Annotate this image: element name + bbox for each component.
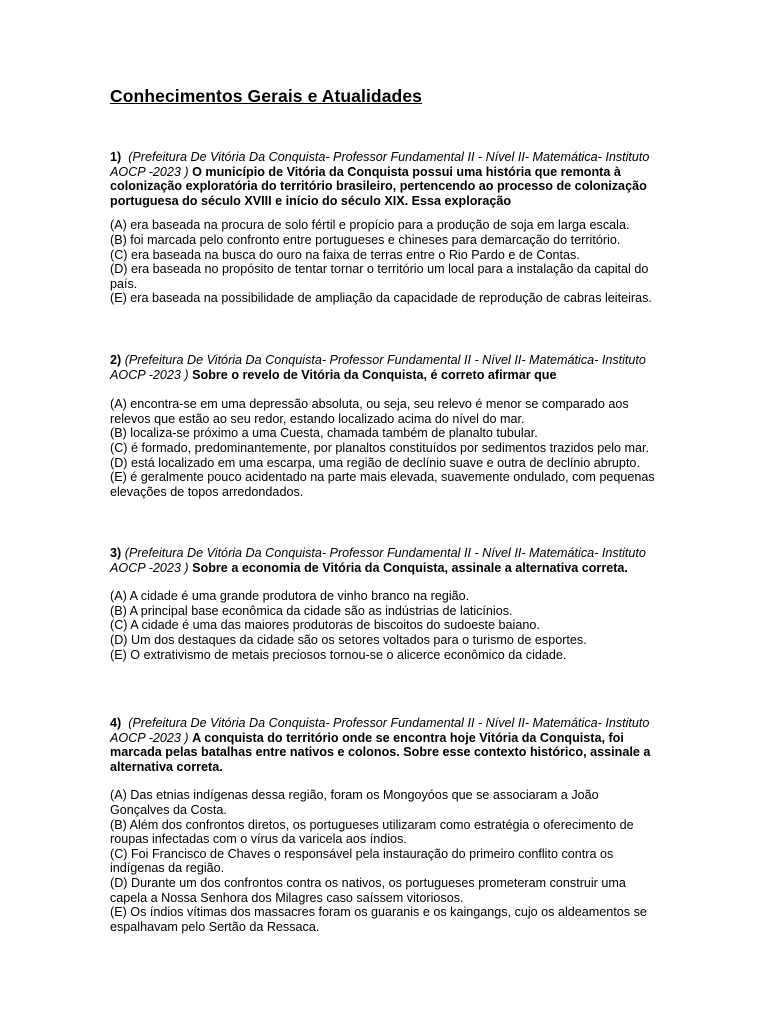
question-block [110,716,655,934]
question-number: 1) [110,150,122,164]
option-c: (C) era baseada na busca do ouro na faixa de terras entre o Rio Pardo e de Contas. [110,247,580,262]
option-a: (A) encontra-se em uma depressão absoluta, ou seja, seu relevo é menor se comparado aos relevos que estão ao seu redor, estando localizado acima do nível do mar. [110,397,629,426]
option-c: (C) é formado, predominantemente, por planaltos constituídos por sedimentos trazidos pelo mar. [110,440,650,455]
option-e: (E) O extrativismo de metais preciosos tornou-se o alicerce econômico da cidade. [110,647,567,662]
options-list [110,788,655,934]
option-d: (D) era baseada no propósito de tentar tornar o território um local para a instalação da capital do país. [110,262,649,291]
option-e: (E) Os índios vítimas dos massacres foram os guaranis e os kaingangs, cujo os aldeamentos se espalhavam pelo Sertão da Ressaca. [110,905,647,934]
option-c: (C) A cidade é uma das maiores produtoras de biscoitos do sudoeste baiano. [110,618,540,633]
question-text: Sobre o revelo de Vitória da Conquista, é correto afirmar que [192,367,557,382]
option-d: (D) Um dos destaques da cidade são os setores voltados para o turismo de esportes. [110,632,587,647]
question-number: 2) [110,353,122,367]
question-block [110,546,655,662]
option-b: (B) Além dos confrontos diretos, os portugueses utilizaram como estratégia o oferecimento de roupas infectadas com o vírus da varicela aos índios. [110,817,634,847]
question-stem [110,546,655,575]
question-stem [110,150,655,208]
option-c: (C) Foi Francisco de Chaves o responsável pela instauração do primeiro conflito contra os indígenas da região. [110,846,614,876]
question-number: 4) [110,716,122,730]
options-list [110,397,655,499]
options-list [110,589,655,662]
question-source: (Prefeitura De Vitória Da Conquista- Professor Fundamental II - Nível II- Matemática- Instituto AOCP -2023 ) [110,150,650,179]
option-a: (A) A cidade é uma grande produtora de vinho branco na região. [110,589,470,604]
option-d: (D) está localizado em uma escarpa, uma região de declínio suave e outra de declínio abrupto. [110,455,640,470]
question-text: O município de Vitória da Conquista possui uma história que remonta à colonização exploratória do território brasileiro, pertencendo ao processo de colonização portuguesa do século XVIII e início do século XIX. Essa exploração [110,164,647,208]
option-b: (B) localiza-se próximo a uma Cuesta, chamada também de planalto tubular. [110,426,538,441]
option-a: (A) Das etnias indígenas dessa região, foram os Mongoyóos que se associaram a João Gonçalves da Costa. [110,788,599,817]
question-number: 3) [110,546,122,560]
question-stem [110,353,655,382]
option-d: (D) Durante um dos confrontos contra os nativos, os portugueses prometeram construir uma capela a Nossa Senhora dos Milagres caso saíssem vitoriosos. [110,875,626,905]
question-block [110,150,655,306]
option-a: (A) era baseada na procura de solo fértil e propício para a produção de soja em larga escala. [110,218,630,233]
question-source: (Prefeitura De Vitória Da Conquista- Professor Fundamental II - Nível II- Matemática- Instituto AOCP -2023 ) [110,716,650,745]
options-list [110,218,655,306]
question-text: Sobre a economia de Vitória da Conquista, assinale a alternativa correta. [192,560,628,575]
option-b: (B) foi marcada pelo confronto entre portugueses e chineses para demarcação do território. [110,232,621,247]
option-e: (E) era baseada na possibilidade de ampliação da capacidade de reprodução de cabras leiteiras. [110,291,652,306]
question-source: (Prefeitura De Vitória Da Conquista- Professor Fundamental II - Nível II- Matemática- Instituto AOCP -2023 ) [110,546,646,575]
question-block [110,353,655,499]
option-e: (E) é geralmente pouco acidentado na parte mais elevada, suavemente ondulado, com pequenas elevações de topos arredondados. [110,470,655,499]
question-stem [110,716,655,774]
question-text: A conquista do território onde se encontra hoje Vitória da Conquista, foi marcada pelas batalhas entre nativos e colonos. Sobre esse contexto histórico, assinale a alternativa correta. [110,730,651,774]
page-title: Conhecimentos Gerais e Atualidades [110,86,423,106]
question-source: (Prefeitura De Vitória Da Conquista- Professor Fundamental II - Nível II- Matemática- Instituto AOCP -2023 ) [110,353,646,382]
option-b: (B) A principal base econômica da cidade são as indústrias de laticínios. [110,603,513,618]
